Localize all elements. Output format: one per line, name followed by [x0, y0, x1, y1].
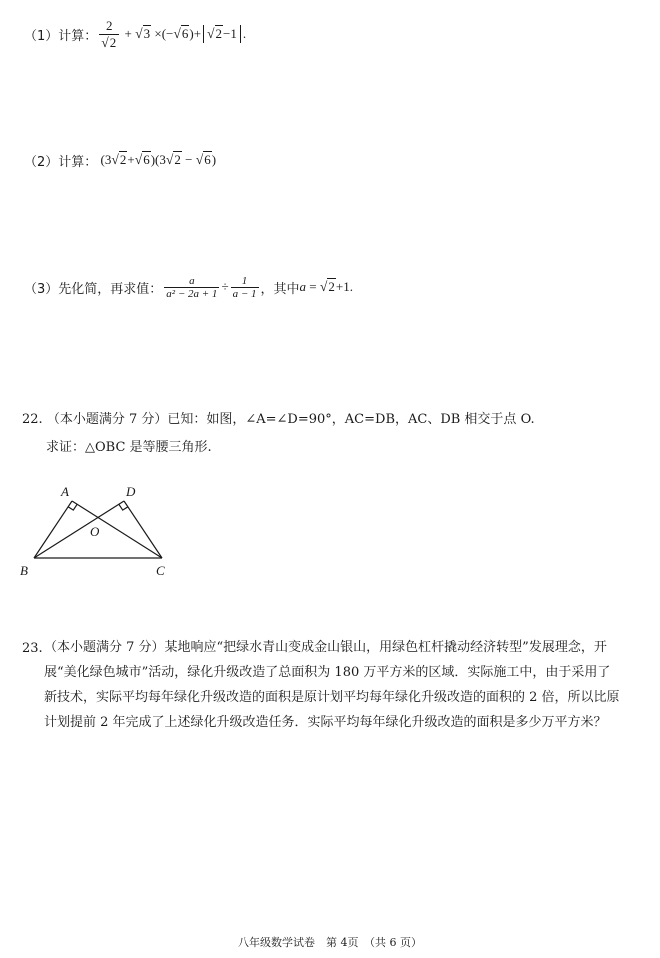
- q22-text-1: （本小题满分 7 分）已知：如图，∠A=∠D=90°，AC=DB，AC、DB 相交于点 O.: [46, 412, 535, 427]
- right-angle-mark-A: [68, 504, 77, 510]
- plus-one: +1.: [335, 279, 353, 294]
- q23-line: （本小题满分 7 分）某地响应“把绿水青山变成金山银山，用绿色杠杆撬动经济转型”发展理念，开: [44, 640, 607, 655]
- q22-number: 22.: [22, 412, 43, 427]
- radicand: 2: [109, 34, 117, 50]
- q23-number: 23.: [22, 641, 43, 656]
- fraction-2-over-root2: [99, 18, 119, 51]
- sqrt-2: √2: [111, 152, 127, 167]
- fraction-numerator: 2: [106, 17, 113, 33]
- condition-text: ，其中: [260, 281, 300, 297]
- divide-sign: ÷: [221, 279, 229, 294]
- variable-a: a: [299, 279, 307, 294]
- sqrt-6: √6: [173, 26, 189, 41]
- plus-sign: +: [121, 26, 136, 41]
- absolute-value: √2−1: [203, 25, 241, 43]
- sqrt-2: √2: [319, 279, 335, 294]
- q23-paragraph: [44, 635, 629, 735]
- segment-DC: [124, 501, 162, 558]
- q23-line: 展“美化绿色城市”活动，绿化升级改造了总面积为 180 万平方米的区域．实际施工中，由于采用了: [44, 665, 611, 680]
- problem-3: （3）先化简，再求值： $\frac{a}{\text{a² − 2a + 1}}$ ÷ $\frac{1}{a - 1}$ ，其中 a = √2 +1.: [24, 274, 353, 300]
- q23-line: 计划提前 2 年完成了上述绿化升级改造任务．实际平均每年绿化升级改造的面积是多少万平方米？: [44, 715, 607, 730]
- q22-line-2: [46, 436, 212, 455]
- problem-1-label: （1）计算：: [24, 28, 98, 44]
- segment-AC: [72, 501, 162, 558]
- label-A: A: [61, 484, 69, 499]
- fraction-a-over-poly: $\frac{a}{\text{a² − 2a + 1}}$: [166, 274, 218, 300]
- problem-1: [24, 14, 246, 54]
- sqrt-3: √3: [135, 26, 151, 41]
- label-D: D: [126, 484, 136, 499]
- segment-BD: [34, 501, 124, 558]
- problem-2: （2）计算： (3 √2 + √6 )(3 √2 − √6 ): [24, 152, 217, 170]
- fraction-1-over-a-minus-1: $\frac{1}{a - 1}$: [232, 274, 257, 300]
- segment-BA: [34, 501, 72, 558]
- problem-2-label: （2）计算：: [24, 154, 98, 170]
- right-angle-mark-D: [119, 504, 128, 510]
- radical: √2: [101, 34, 117, 50]
- q22-text-2: 求证：△OBC 是等腰三角形.: [46, 440, 212, 455]
- q22-line-1: [22, 408, 535, 427]
- label-B: B: [20, 563, 28, 578]
- label-O: O: [90, 524, 100, 539]
- page-footer: 八年级数学试卷 第 4页 （共 6 页）: [238, 936, 422, 949]
- paren-plus: )+: [189, 26, 202, 41]
- times-sign: ×(−: [151, 26, 174, 41]
- sqrt-6: √6: [134, 152, 150, 167]
- problem-3-label: （3）先化简，再求值：: [24, 281, 163, 297]
- sqrt-6: √6: [195, 152, 211, 167]
- period: .: [242, 26, 247, 41]
- sqrt-2: √2: [165, 152, 181, 167]
- q23-line: 新技术，实际平均每年绿化升级改造的面积是原计划平均每年绿化升级改造的面积的 2 倍，所以比原: [44, 690, 620, 705]
- label-C: C: [156, 563, 165, 578]
